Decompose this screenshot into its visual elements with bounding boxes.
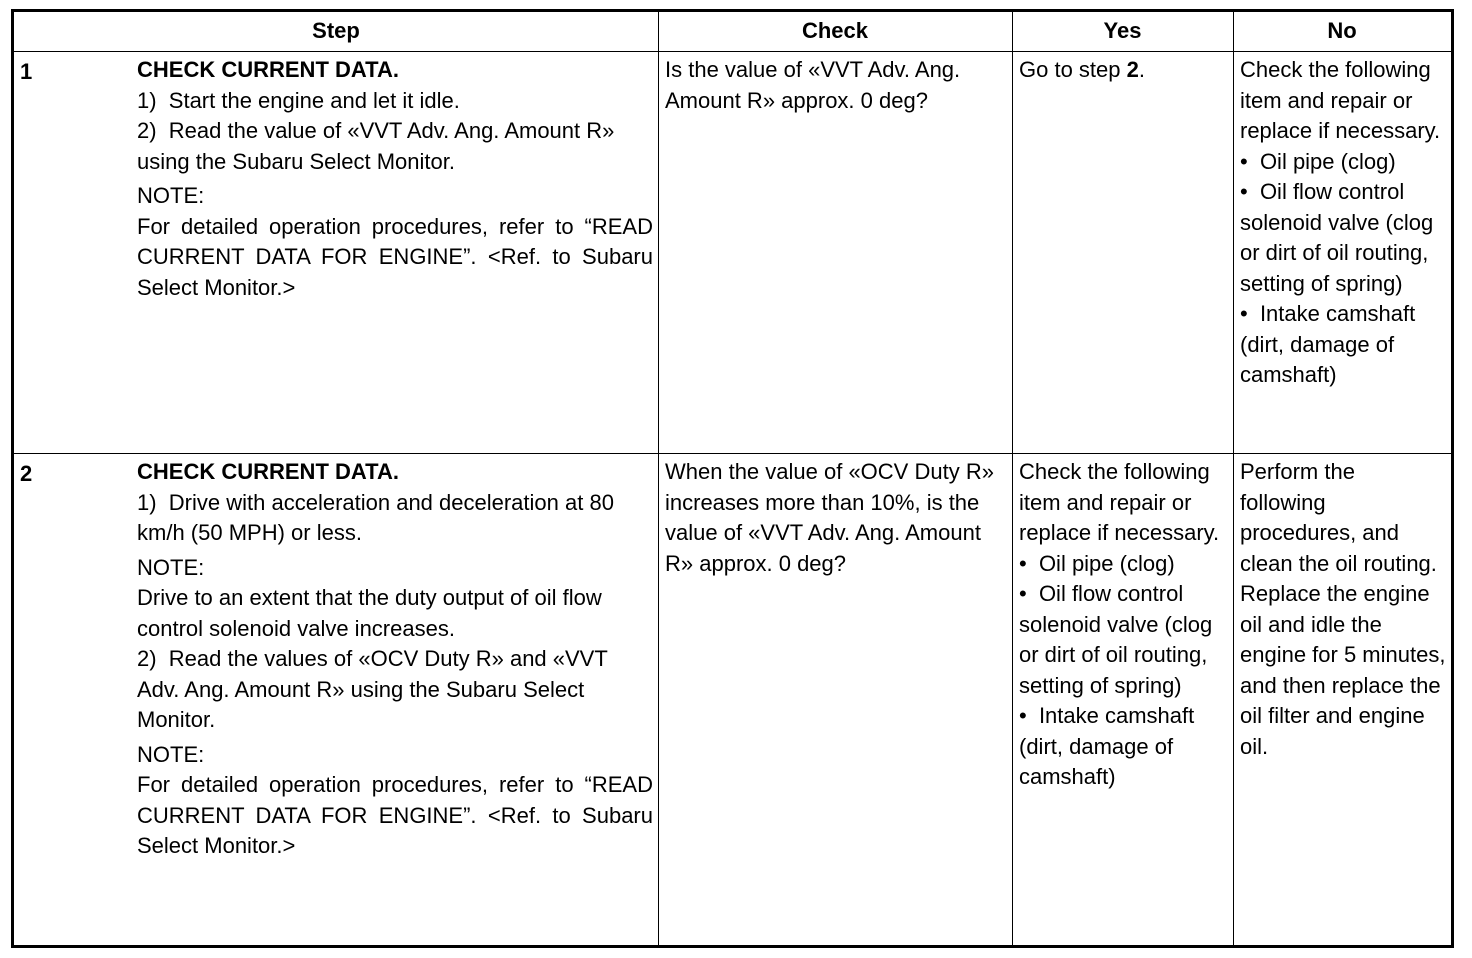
row-1-no-cell (1240, 55, 1446, 391)
row-1-yes-text (1019, 55, 1227, 86)
row-2-step-cell (137, 457, 653, 862)
yes-step-ref: 2 (1126, 57, 1139, 82)
row-2-check-cell (665, 457, 1005, 579)
row-2-step-title: CHECK CURRENT DATA. (137, 459, 399, 484)
row-1-check-text: Is the value of «VVT Adv. Ang. Amount R» approx. 0 deg? (665, 57, 961, 113)
row-2-yes-intro: Check the following item and repair or replace if necessary. (1019, 459, 1220, 545)
row-1-check-cell (665, 55, 1005, 116)
header-divider (14, 51, 1451, 52)
row-1-no-bullet: • Oil pipe (clog) (1240, 147, 1446, 178)
row-1-note-text: For detailed operation procedures, refer to “READ CURRENT DATA FOR ENGINE”. <Ref. to Subaru Select Monitor.> (137, 213, 653, 300)
row-2-no-cell (1240, 457, 1446, 762)
row-2-step-line: 2) Read the values of «OCV Duty R» and «VVT Adv. Ang. Amount R» using the Subaru Select Monitor. (137, 646, 608, 732)
row-1-note-label: NOTE: (137, 183, 205, 208)
row-2-note-label: NOTE: (137, 741, 205, 767)
column-divider (1233, 12, 1234, 945)
row-2-note-text: For detailed operation procedures, refer to “READ CURRENT DATA FOR ENGINE”. <Ref. to Subaru Select Monitor.> (137, 772, 653, 858)
row-2-yes-bullet: • Intake camshaft (dirt, damage of camshaft) (1019, 701, 1227, 793)
row-1-no-bullet: • Oil flow control solenoid valve (clog or dirt of oil routing, setting of spring) (1240, 177, 1446, 299)
row-2-yes-bullet: • Oil pipe (clog) (1019, 549, 1227, 580)
row-1-step-title: CHECK CURRENT DATA. (137, 57, 399, 82)
row-2-step-number: 2 (20, 461, 33, 486)
row-2-no-text: Replace the engine oil and idle the engine for 5 minutes, and then replace the oil filter and engine oil. (1240, 581, 1446, 759)
column-divider (1012, 12, 1013, 945)
row-2-note-label: NOTE: (137, 554, 205, 580)
row-2-no-text: Perform the following procedures, and clean the oil routing. (1240, 459, 1437, 576)
row-1-no-intro: Check the following item and repair or replace if necessary. (1240, 57, 1441, 143)
row-1-yes-cell (1019, 55, 1227, 86)
row-divider (14, 453, 1451, 454)
header-no: No (1327, 18, 1357, 43)
yes-suffix: . (1138, 57, 1145, 82)
yes-prefix: Go to step (1019, 57, 1127, 82)
header-yes: Yes (1103, 18, 1142, 43)
row-2-yes-bullet: • Oil flow control solenoid valve (clog or dirt of oil routing, setting of spring) (1019, 579, 1227, 701)
row-2-note-text: Drive to an extent that the duty output of oil flow control solenoid valve increases. (137, 585, 602, 641)
header-step: Step (312, 18, 360, 43)
row-2-step-line: 1) Drive with acceleration and deceleration at 80 km/h (50 MPH) or less. (137, 489, 614, 545)
row-1-no-bullet: • Intake camshaft (dirt, damage of camshaft) (1240, 299, 1446, 391)
row-1-step-line: 1) Start the engine and let it idle. (137, 87, 460, 113)
row-1-step-line: 2) Read the value of «VVT Adv. Ang. Amount R» using the Subaru Select Monitor. (137, 118, 615, 174)
troubleshooting-table (11, 9, 1454, 948)
row-2-check-text: When the value of «OCV Duty R» increases more than 10%, is the value of «VVT Adv. Ang. Amount R» approx. 0 deg? (665, 459, 994, 576)
row-1-step-number: 1 (20, 59, 33, 84)
row-1-step-cell (137, 55, 653, 303)
header-check: Check (801, 18, 869, 43)
column-divider (658, 12, 659, 945)
row-2-yes-cell (1019, 457, 1227, 793)
